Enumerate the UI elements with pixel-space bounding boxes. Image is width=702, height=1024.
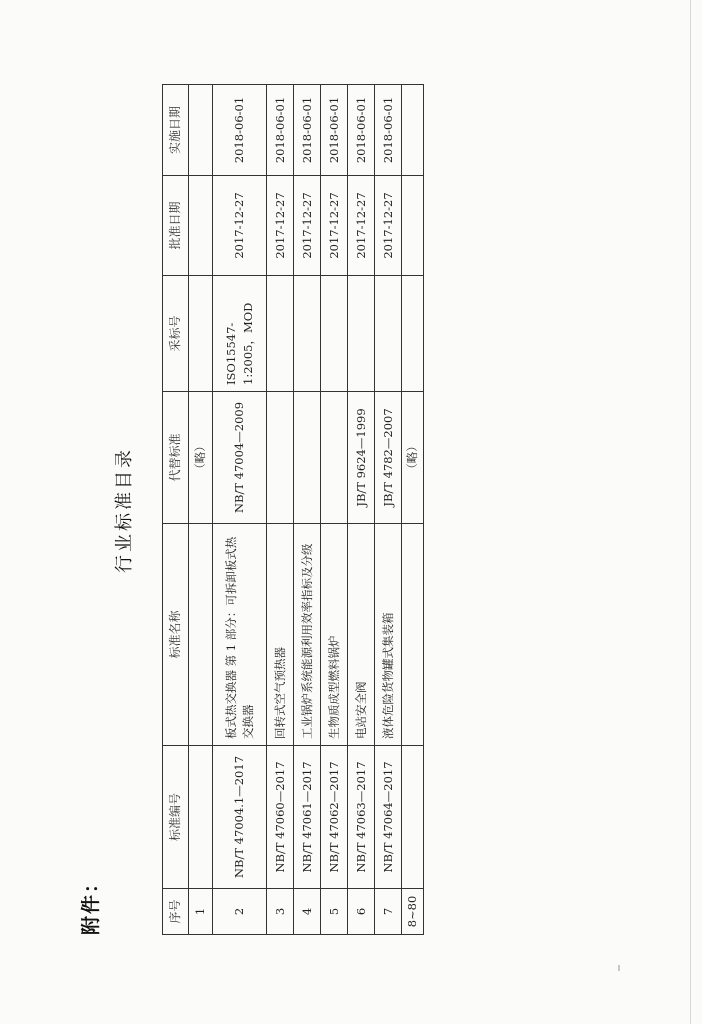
rotated-content: [80, 85, 420, 935]
cell-replaces: [267, 392, 294, 524]
header-approved: 批准日期: [163, 176, 189, 276]
cell-approved: 2017-12-27: [213, 176, 267, 276]
cell-empty: [189, 176, 213, 276]
cell-approved: 2017-12-27: [321, 176, 348, 276]
cell-name: 电站安全阀: [348, 524, 375, 746]
table-header-row: [163, 85, 189, 935]
table-row: [321, 85, 348, 935]
cell-no: 6: [348, 889, 375, 935]
cell-empty: [189, 746, 213, 889]
cell-replaces: [321, 392, 348, 524]
cell-name: 工业锅炉系统能源利用效率指标及分级: [294, 524, 321, 746]
cell-code: NB/T 47062—2017: [321, 746, 348, 889]
cell-adopted: [375, 276, 402, 392]
cell-adopted: [294, 276, 321, 392]
cell-empty: [402, 746, 424, 889]
cell-empty: [402, 276, 424, 392]
cell-adopted: ISO15547-1:2005，MOD: [213, 276, 267, 392]
cell-omitted: （略）: [402, 392, 424, 524]
cell-no: 8~80: [402, 889, 424, 935]
cell-replaces: JB/T 9624—1999: [348, 392, 375, 524]
cell-approved: 2017-12-27: [267, 176, 294, 276]
cell-replaces: JB/T 4782—2007: [375, 392, 402, 524]
table-row: [402, 85, 424, 935]
cell-replaces: NB/T 47004—2009: [213, 392, 267, 524]
page-title: 行业标准目录: [114, 447, 135, 573]
attachment-label: 附件：: [80, 871, 102, 935]
cell-empty: [402, 85, 424, 176]
cell-no: 1: [189, 889, 213, 935]
cell-name: 回转式空气预热器: [267, 524, 294, 746]
cell-effective: 2018-06-01: [348, 85, 375, 176]
cell-effective: 2018-06-01: [321, 85, 348, 176]
cell-adopted: [267, 276, 294, 392]
cell-omitted: （略）: [189, 392, 213, 524]
standards-table: [162, 84, 424, 935]
header-name: 标准名称: [163, 524, 189, 746]
cell-no: 4: [294, 889, 321, 935]
table-row: [294, 85, 321, 935]
cell-effective: 2018-06-01: [213, 85, 267, 176]
table-row: [189, 85, 213, 935]
cell-empty: [189, 276, 213, 392]
cell-code: NB/T 47060—2017: [267, 746, 294, 889]
cell-empty: [189, 85, 213, 176]
table-row: [348, 85, 375, 935]
cell-empty: [189, 524, 213, 746]
scan-mark: [618, 965, 620, 971]
cell-adopted: [321, 276, 348, 392]
cell-no: 3: [267, 889, 294, 935]
cell-code: NB/T 47064—2017: [375, 746, 402, 889]
table-row: [267, 85, 294, 935]
cell-name: 生物质成型燃料锅炉: [321, 524, 348, 746]
header-adopted: 采标号: [163, 276, 189, 392]
table-row: [375, 85, 402, 935]
cell-effective: 2018-06-01: [267, 85, 294, 176]
cell-name: 板式热交换器 第 1 部分：可拆卸板式热交换器: [213, 524, 267, 746]
cell-effective: 2018-06-01: [375, 85, 402, 176]
cell-adopted: [348, 276, 375, 392]
header-effective: 实施日期: [163, 85, 189, 176]
header-replaces: 代替标准: [163, 392, 189, 524]
cell-no: 2: [213, 889, 267, 935]
page-edge-line: [690, 0, 691, 1024]
cell-empty: [402, 524, 424, 746]
header-no: 序号: [163, 889, 189, 935]
cell-code: NB/T 47061—2017: [294, 746, 321, 889]
cell-approved: 2017-12-27: [294, 176, 321, 276]
cell-no: 7: [375, 889, 402, 935]
cell-no: 5: [321, 889, 348, 935]
cell-name: 液体危险货物罐式集装箱: [375, 524, 402, 746]
header-code: 标准编号: [163, 746, 189, 889]
cell-effective: 2018-06-01: [294, 85, 321, 176]
cell-code: NB/T 47004.1—2017: [213, 746, 267, 889]
cell-code: NB/T 47063—2017: [348, 746, 375, 889]
table-row: [213, 85, 267, 935]
cell-approved: 2017-12-27: [348, 176, 375, 276]
cell-replaces: [294, 392, 321, 524]
cell-empty: [402, 176, 424, 276]
cell-approved: 2017-12-27: [375, 176, 402, 276]
